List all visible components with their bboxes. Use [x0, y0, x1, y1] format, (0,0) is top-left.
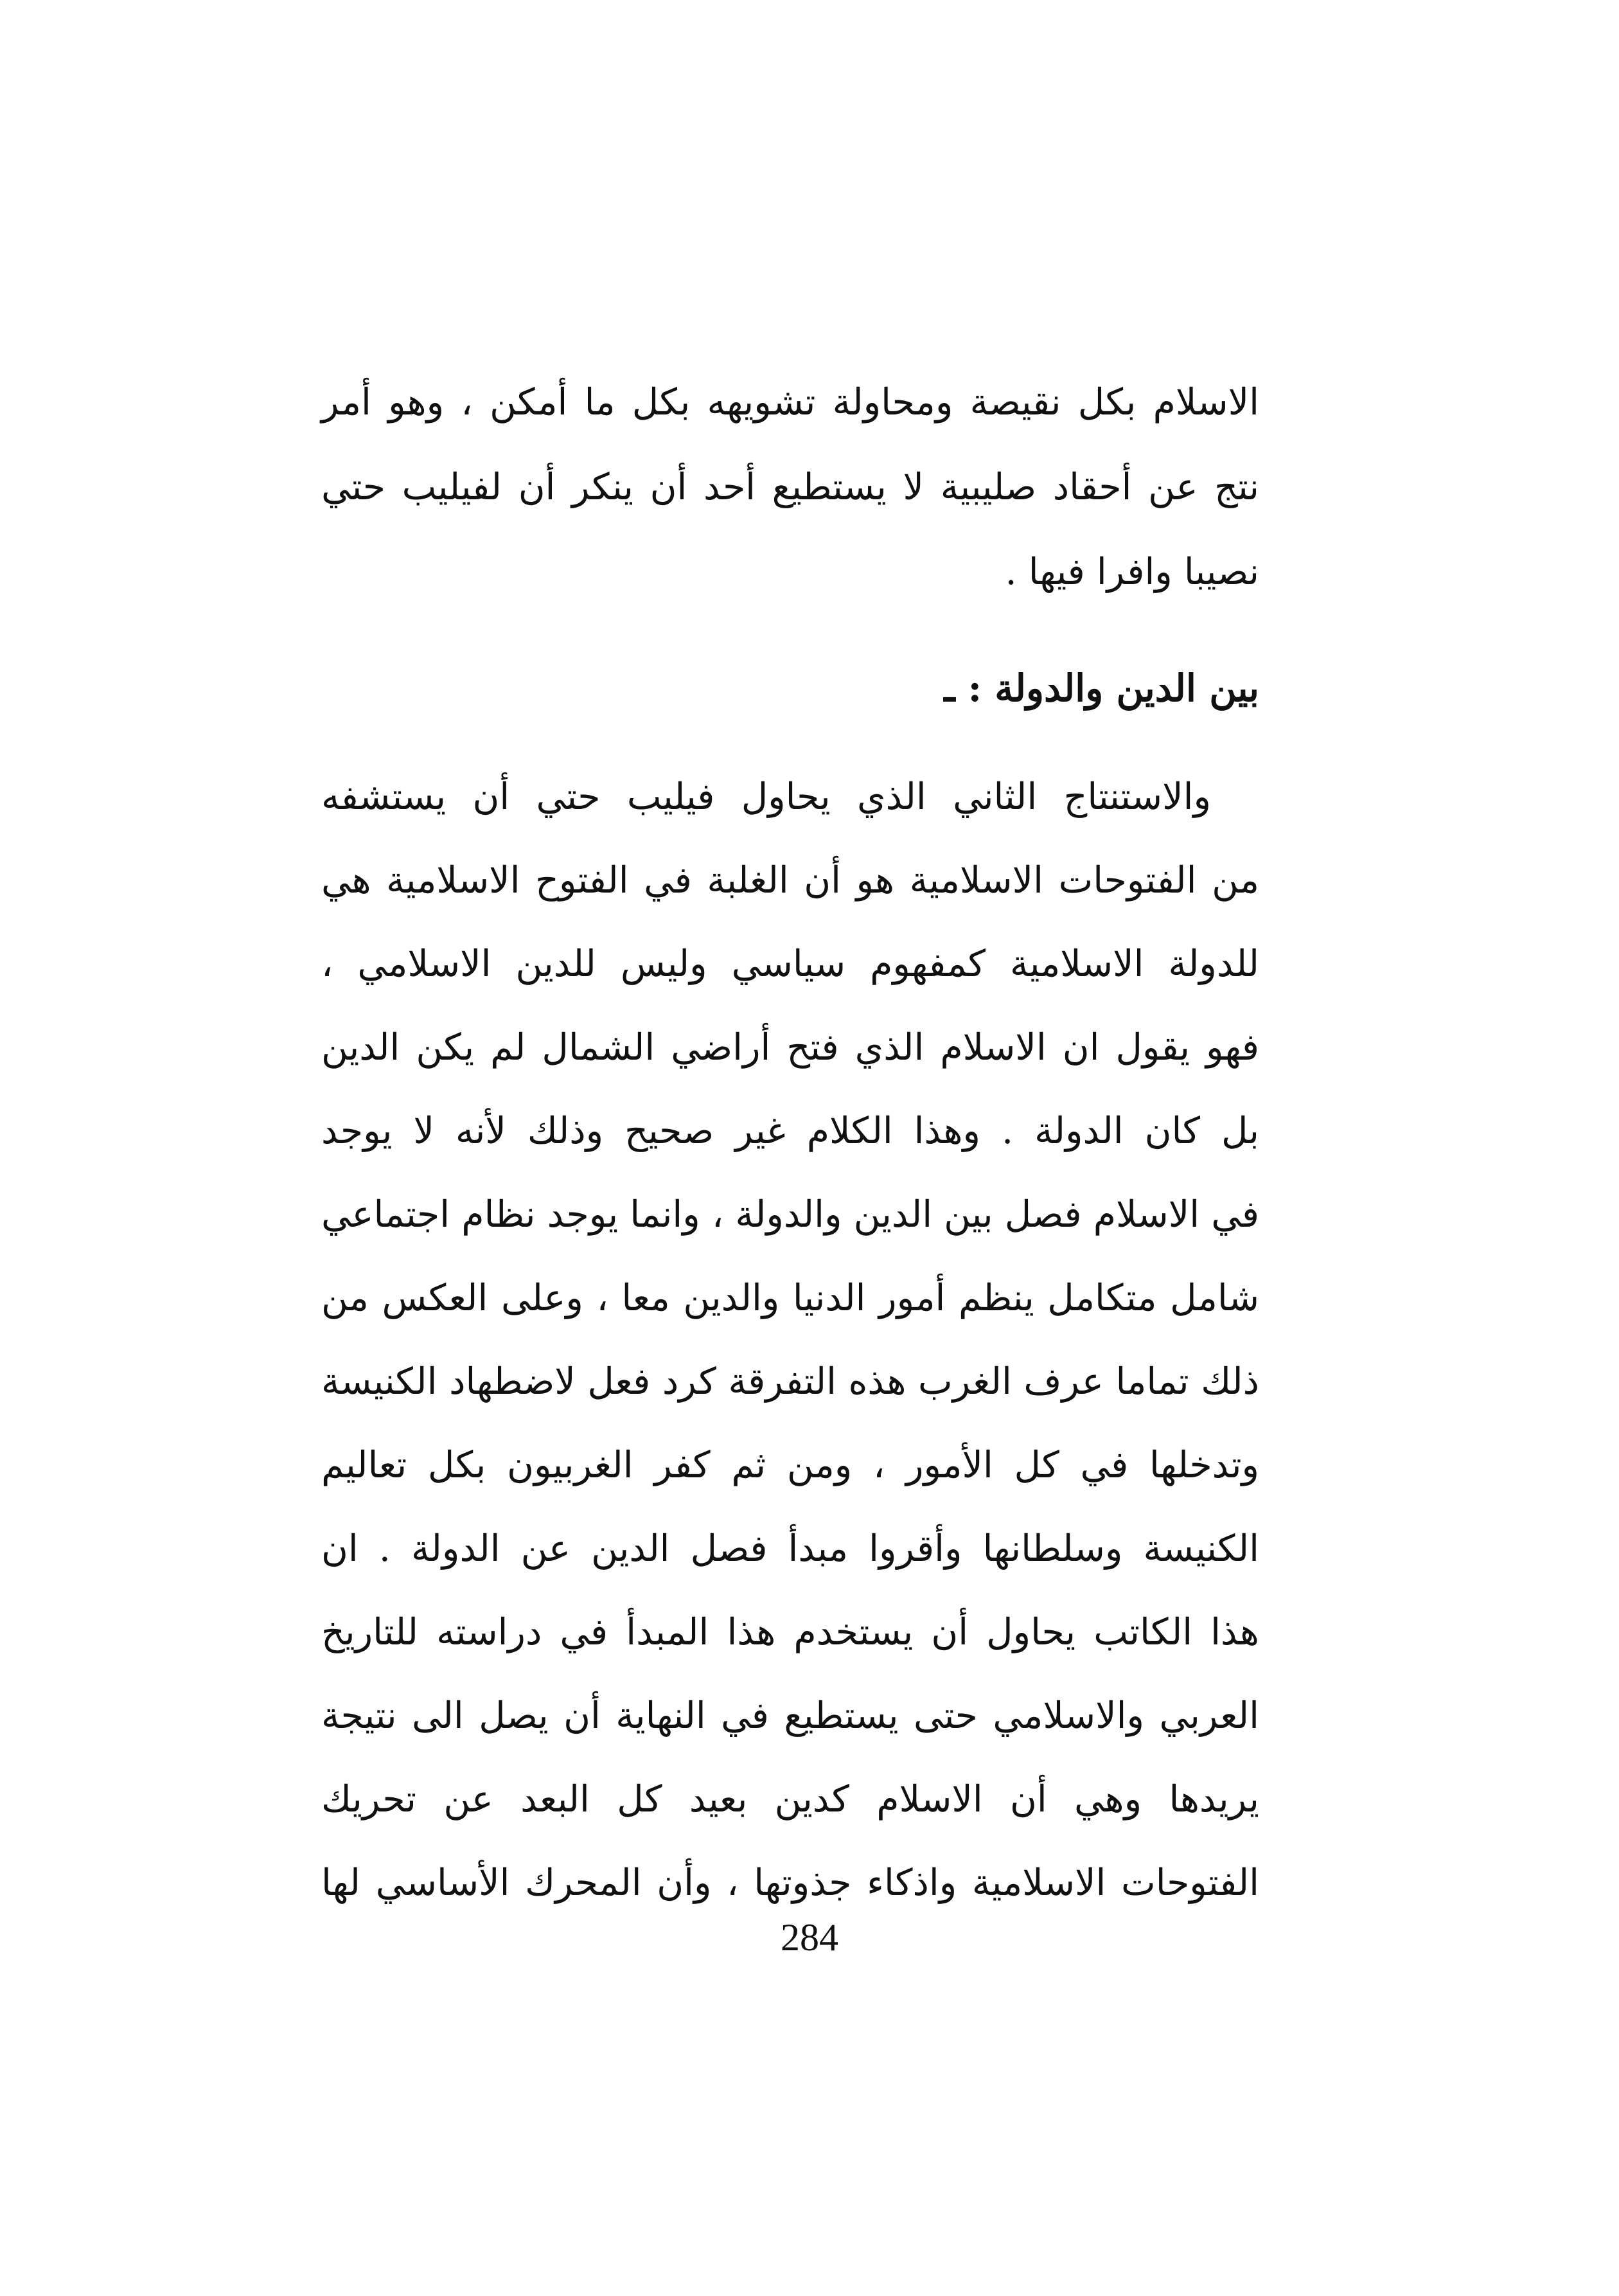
text-line: العربي والاسلامي حتى يستطيع في النهاية أن يصل الى نتيجة [321, 1695, 1259, 1737]
text-line: في الاسلام فصل بين الدين والدولة ، وانما يوجد نظام اجتماعي [321, 1193, 1259, 1236]
text-line: من الفتوحات الاسلامية هو أن الغلبة في الفتوح الاسلامية هي [321, 859, 1259, 902]
paragraph-main [321, 755, 1259, 1925]
text-line: نتج عن أحقاد صليبية لا يستطيع أحد أن ينكر أن لفيليب حتي [321, 466, 1259, 508]
text-line: الاسلام بكل نقيصة ومحاولة تشويهه بكل ما أمكن ، وهو أمر [321, 381, 1259, 423]
text-line: الفتوحات الاسلامية واذكاء جذوتها ، وأن المحرك الأساسي لها [321, 1862, 1259, 1904]
text-line: نصيبا وافرا فيها . [1005, 551, 1259, 593]
text-line: وتدخلها في كل الأمور ، ومن ثم كفر الغربيون بكل تعاليم [321, 1444, 1259, 1486]
text-line: ذلك تماما عرف الغرب هذه التفرقة كرد فعل لاضطهاد الكنيسة [321, 1360, 1259, 1403]
text-line: هذا الكاتب يحاول أن يستخدم هذا المبدأ في دراسته للتاريخ [321, 1611, 1259, 1653]
text-line: شامل متكامل ينظم أمور الدنيا والدين معا ، وعلى العكس من [321, 1277, 1259, 1319]
page-number: 284 [781, 1916, 838, 1959]
section-heading: بين الدين والدولة : ـ [944, 666, 1259, 710]
text-line: والاستنتاج الثاني الذي يحاول فيليب حتي أن يستشفه [321, 776, 1211, 818]
text-line: فهو يقول ان الاسلام الذي فتح أراضي الشمال لم يكن الدين [321, 1026, 1259, 1069]
paragraph-top [321, 360, 1259, 614]
text-line: للدولة الاسلامية كمفهوم سياسي وليس للدين الاسلامي ، [321, 943, 1259, 985]
text-line: يريدها وهي أن الاسلام كدين بعيد كل البعد عن تحريك [321, 1778, 1259, 1820]
text-line: الكنيسة وسلطانها وأقروا مبدأ فصل الدين عن الدولة . ان [321, 1527, 1259, 1570]
text-line: بل كان الدولة . وهذا الكلام غير صحيح وذلك لأنه لا يوجد [321, 1110, 1259, 1152]
